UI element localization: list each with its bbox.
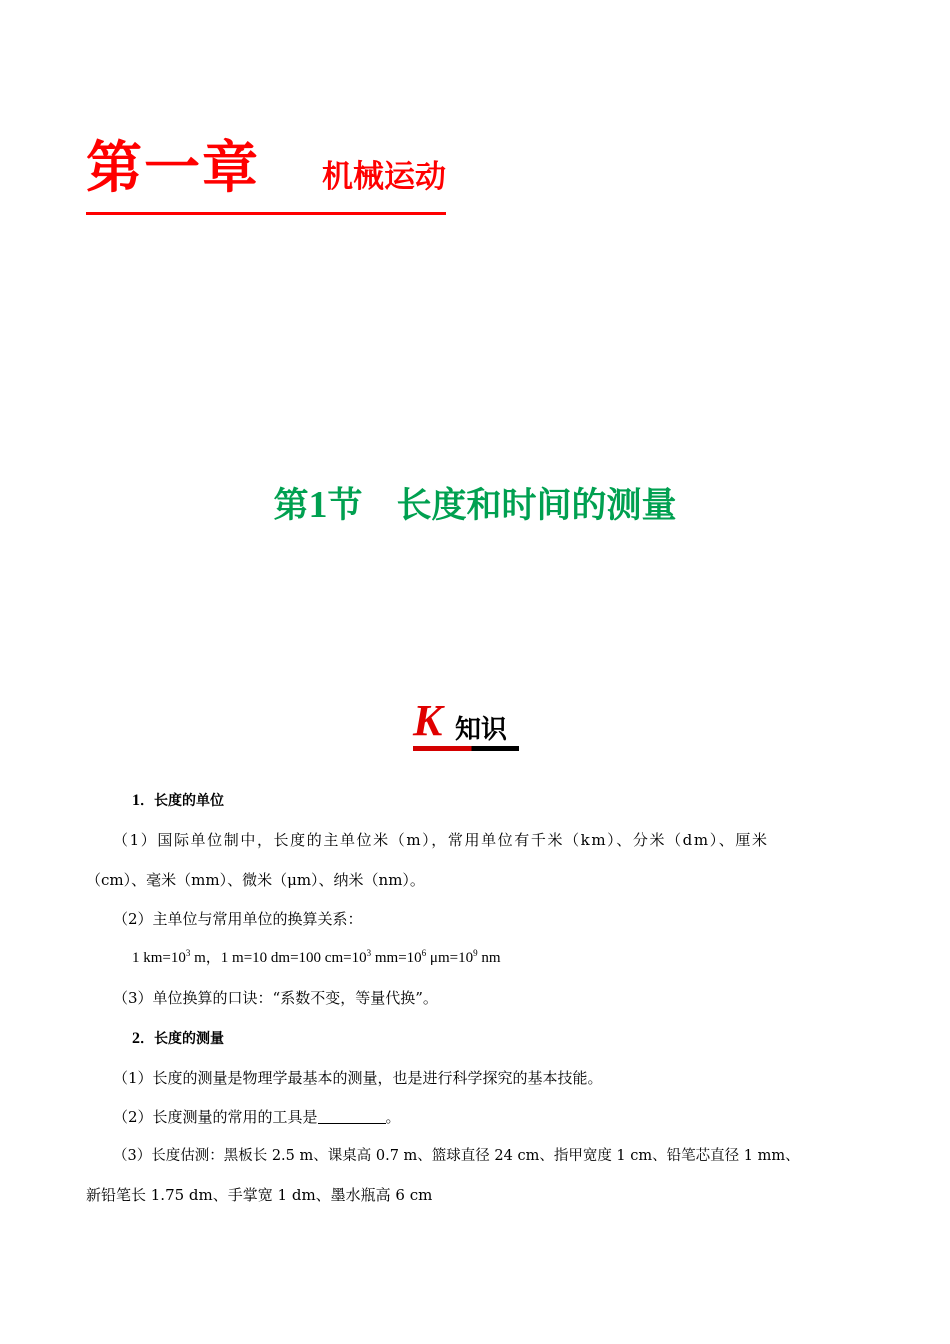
topic2-paragraph3-line2: 新铅笔长 1.75 dm、手掌宽 1 dm、墨水瓶高 6 cm	[86, 1186, 433, 1204]
topic2-title: 长度的测量	[154, 1031, 224, 1047]
chapter-number: 第一章	[86, 135, 260, 201]
topic1-paragraph1-line1: （1）国际单位制中，长度的主单位米（m），常用单位有千米（km）、分米（dm）、厘米	[113, 831, 769, 849]
topic2-paragraph2-end: 。	[385, 1108, 401, 1126]
topic1-paragraph1-line2: （cm）、毫米（mm）、微米（μm）、纳米（nm）。	[86, 871, 425, 889]
badge-underline	[413, 746, 519, 751]
topic1-number: 1	[132, 792, 140, 809]
formula-exponent: 3	[185, 948, 191, 958]
chapter-title	[86, 135, 446, 215]
chapter-name: 机械运动	[322, 159, 446, 195]
formula-part: 1 km=10	[132, 950, 186, 966]
topic2-paragraph1: （1）长度的测量是物理学最基本的测量，也是进行科学探究的基本技能。	[113, 1069, 603, 1087]
topic2-paragraph2	[113, 1107, 401, 1127]
formula-part: mm=10	[371, 950, 422, 966]
topic2-paragraph2-text: （2）长度测量的常用的工具是	[113, 1108, 318, 1126]
section-prefix: 第	[273, 485, 309, 526]
topic1-heading: 1．长度的单位	[132, 792, 224, 809]
section-number: 1	[308, 484, 328, 526]
badge-text: 知识	[455, 715, 508, 745]
section-title	[0, 478, 950, 528]
topic1-paragraph3: （3）单位换算的口诀：“系数不变，等量代换”。	[113, 989, 438, 1007]
topic2-paragraph3-line1: （3）长度估测：黑板长 2.5 m、课桌高 0.7 m、篮球直径 24 cm、指甲宽度 1 cm、铅笔芯直径 1 mm、	[113, 1148, 800, 1164]
topic2-number: 2	[132, 1030, 140, 1047]
topic1-title: 长度的单位	[154, 793, 224, 809]
formula-exponent: 3	[366, 948, 372, 958]
formula-exponent: 9	[473, 948, 478, 958]
formula-part: m，1 m=10 dm=100 cm=10	[190, 950, 367, 966]
fill-in-blank[interactable]	[318, 1109, 386, 1124]
formula-exponent: 6	[421, 948, 427, 958]
conversion-formula	[132, 948, 501, 968]
knowledge-badge	[413, 696, 519, 753]
formula-part: μm=10	[426, 950, 474, 966]
formula-part: nm	[477, 950, 501, 966]
section-suffix: 节	[327, 485, 363, 526]
topic1-paragraph2: （2）主单位与常用单位的换算关系：	[113, 910, 363, 928]
section-name: 长度和时间的测量	[396, 485, 677, 526]
topic2-heading: 2．长度的测量	[132, 1030, 224, 1047]
badge-letter: K	[413, 696, 443, 745]
